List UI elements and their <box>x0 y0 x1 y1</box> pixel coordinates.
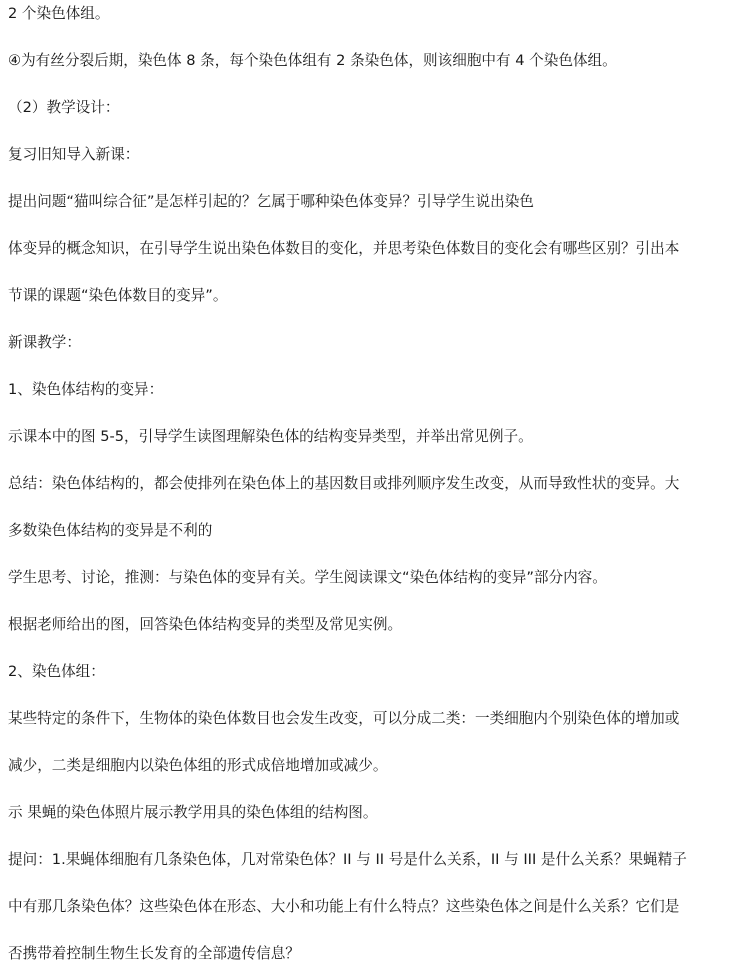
text-line-6: 体变异的概念知识，在引导学生说出染色体数目的变化，并思考染色体数目的变化会有哪些区别？引出本 <box>8 240 680 257</box>
text-line-19: 提问：1.果蝇体细胞有几条染色体，几对常染色体？II 与 II 号是什么关系，II 与 III 是什么关系？果蝇精子 <box>8 851 687 868</box>
subheading-chromosome-set: 2、染色体组： <box>8 663 105 680</box>
text-line-7: 节课的课题“染色体数目的变异”。 <box>8 287 228 304</box>
text-line-4: 复习旧知导入新课： <box>8 146 140 163</box>
subheading-chromosome-structure: 1、染色体结构的变异： <box>8 381 164 398</box>
text-line-16: 某些特定的条件下，生物体的染色体数目也会发生改变，可以分成二类：一类细胞内个别染色体的增加或 <box>8 710 680 727</box>
text-line-1: 2 个染色体组。 <box>8 5 110 22</box>
text-line-10: 示课本中的图 5-5，引导学生读图理解染色体的结构变异类型，并举出常见例子。 <box>8 428 533 445</box>
text-line-20: 中有那几条染色体？这些染色体在形态、大小和功能上有什么特点？这些染色体之间是什么关系？它们是 <box>8 898 680 915</box>
text-line-8: 新课教学： <box>8 334 81 351</box>
text-line-11: 总结：染色体结构的，都会使排列在染色体上的基因数目或排列顺序发生改变，从而导致性状的变异。大 <box>8 475 680 492</box>
text-line-21: 否携带着控制生物生长发育的全部遗传信息？ <box>8 945 300 962</box>
text-line-18: 示 果蝇的染色体照片展示教学用具的染色体组的结构图。 <box>8 804 378 821</box>
text-line-17: 减少，二类是细胞内以染色体组的形式成倍地增加或减少。 <box>8 757 388 774</box>
text-line-13: 学生思考、讨论，推测：与染色体的变异有关。学生阅读课文“染色体结构的变异”部分内容。 <box>8 569 607 586</box>
text-line-2: ④为有丝分裂后期，染色体 8 条，每个染色体组有 2 条染色体，则该细胞中有 4 个染色体组。 <box>8 52 617 69</box>
text-line-5: 提出问题“猫叫综合征”是怎样引起的？乞属于哪种染色体变异？引导学生说出染色 <box>8 193 534 210</box>
text-line-14: 根据老师给出的图，回答染色体结构变异的类型及常见实例。 <box>8 616 403 633</box>
section-heading-teaching-design: （2）教学设计： <box>8 99 120 116</box>
text-line-12: 多数染色体结构的变异是不利的 <box>8 522 213 539</box>
